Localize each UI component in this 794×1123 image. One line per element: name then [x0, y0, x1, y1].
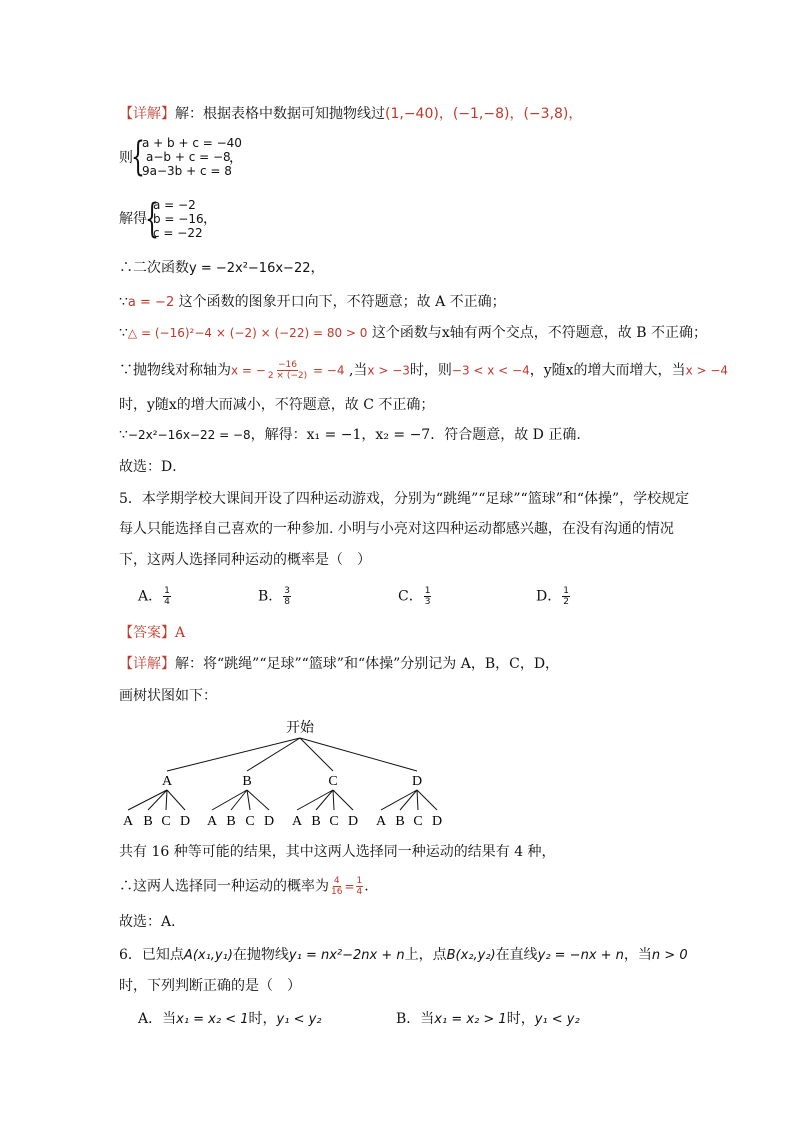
tree-intro: 画树状图如下： [119, 688, 217, 704]
leaf: C [413, 814, 423, 829]
tree-edges-level2 [128, 790, 437, 810]
left-brace-1: { [131, 134, 145, 180]
sys1-eq1: a + b + c = −40 [142, 136, 242, 150]
quadratic-line: ∴二次函数y = −2x²−16x−22， [119, 260, 325, 276]
tree-leaves [123, 814, 442, 829]
q5-stem-line2: 每人只能选择自己喜欢的一种参加. 小明与小亮对这四种运动都感兴趣，在没有沟通的情况 [119, 521, 674, 537]
sys1-tail: ， [229, 150, 243, 166]
leaf: A [291, 814, 303, 829]
q5-option-d[interactable]: D． $\frac{1}{2}$ [536, 586, 569, 607]
answer-tag: 【答案】 [119, 625, 175, 641]
leaf: A [206, 814, 218, 829]
then-label: 则 [119, 150, 133, 166]
tree-root: 开始 [286, 721, 314, 736]
solve-label: 解得 [119, 211, 147, 227]
a-analysis: ∵a = −2 这个函数的图象开口向下，不符题意；故 A 不正确； [119, 294, 506, 310]
total-outcomes: 共有 16 种等可能的结果，其中这两人选择同一种运动的结果有 4 种， [119, 844, 556, 860]
leaf: A [122, 814, 134, 829]
answer-value: A [175, 625, 186, 641]
leaf: C [161, 814, 171, 829]
q5-stem-line1: 5．本学期学校大课间开设了四种运动游戏，分别为“跳绳”“足球”“篮球”和“体操”，学校规定 [119, 491, 690, 507]
leaf: C [329, 814, 339, 829]
quadratic-equation: y = −2x²−16x−22 [189, 261, 311, 276]
sys2-eq1: a = −2 [153, 198, 196, 212]
tree-node-b: B [242, 774, 252, 789]
left-brace-2: { [145, 196, 159, 242]
probability-result: ∴这两人选择同一种运动的概率为 $\frac{4}{16}$ = $\frac{1}{4}$ . [119, 876, 369, 897]
leaf: D [347, 814, 359, 829]
delta-analysis: ∵△ = (−16)²−4 × (−2) × (−22) = 80 > 0 这个函数与x轴有两个交点，不符题意，故 B 不正确； [119, 325, 707, 341]
leaf: A [375, 814, 387, 829]
leaf: B [311, 814, 321, 829]
equation-system-1 [141, 136, 242, 178]
points: (1,−40)，(−1,−8)，(−3,8)， [385, 106, 583, 122]
tree-diagram [110, 712, 470, 837]
axis-analysis: ∵抛物线对称轴为x = − $\frac{-16}{2 \times (-2)}$ = −4 ,当x > −3时，则−3 < x < −4，y随x的增大而增大，当x > −4 [119, 360, 729, 381]
equation-analysis: ∵−2x²−16x−22 = −8，解得：x₁ = −1，x₂ = −7．符合题意，故 D 正确. [119, 427, 581, 443]
axis-analysis-cont: 时，y随x的增大而减小，不符题意，故 C 不正确； [119, 397, 435, 413]
q6-stem-line2: 时，下列判断正确的是（ ） [119, 978, 301, 994]
detail-text: 解：根据表格中数据可知抛物线过 [175, 106, 385, 122]
sys2-eq3: c = −22 [153, 226, 203, 240]
q5-stem-line3: 下，这两人选择同种运动的概率是（ ） [119, 552, 371, 568]
q5-answer [119, 624, 185, 642]
leaf: B [143, 814, 153, 829]
detail4-conclusion: 故选：D． [119, 459, 187, 475]
detail-tag: 【详解】 [119, 656, 175, 672]
q5-option-c[interactable]: C． $\frac{1}{3}$ [398, 586, 431, 607]
sys1-eq2: a−b + c = −8 [146, 150, 231, 164]
detail-tag: 【详解】 [119, 106, 175, 122]
q5-conclusion: 故选：A． [119, 914, 186, 930]
tree-node-c: C [328, 774, 338, 789]
q6-option-b[interactable]: B．当x₁ = x₂ > 1时，y₁ < y₂ [396, 1011, 580, 1027]
sys2-tail: ， [203, 211, 217, 227]
sys2-eq2: b = −16 [153, 212, 204, 226]
sys1-eq3: 9a−3b + c = 8 [142, 164, 232, 178]
leaf: C [245, 814, 255, 829]
tree-node-a: A [161, 774, 173, 789]
leaf: D [179, 814, 191, 829]
equation-system-2 [153, 198, 204, 240]
leaf: D [263, 814, 275, 829]
tree-node-d: D [411, 774, 423, 789]
tree-edges-level1 [167, 738, 417, 771]
leaf: B [226, 814, 236, 829]
leaf: D [431, 814, 443, 829]
q5-option-a[interactable]: A． $\frac{1}{4}$ [138, 586, 170, 607]
q5-option-b[interactable]: B． $\frac{3}{8}$ [258, 586, 291, 607]
q6-option-a[interactable]: A．当x₁ = x₂ < 1时，y₁ < y₂ [138, 1011, 322, 1027]
q6-stem-line1: 6．已知点A(x₁,y₁)在抛物线y₁ = nx²−2nx + n上，点B(x₂,y₂)在直线y₂ = −nx + n，当n > 0 [119, 947, 688, 963]
detail4-line1 [119, 105, 582, 123]
axis-fraction: $\frac{-16}{2 \times (-2)}$ [267, 360, 308, 381]
q5-detail: 【详解】解：将“跳绳”“足球”“篮球”和“体操”分别记为 A，B，C，D， [119, 656, 560, 672]
leaf: B [395, 814, 405, 829]
